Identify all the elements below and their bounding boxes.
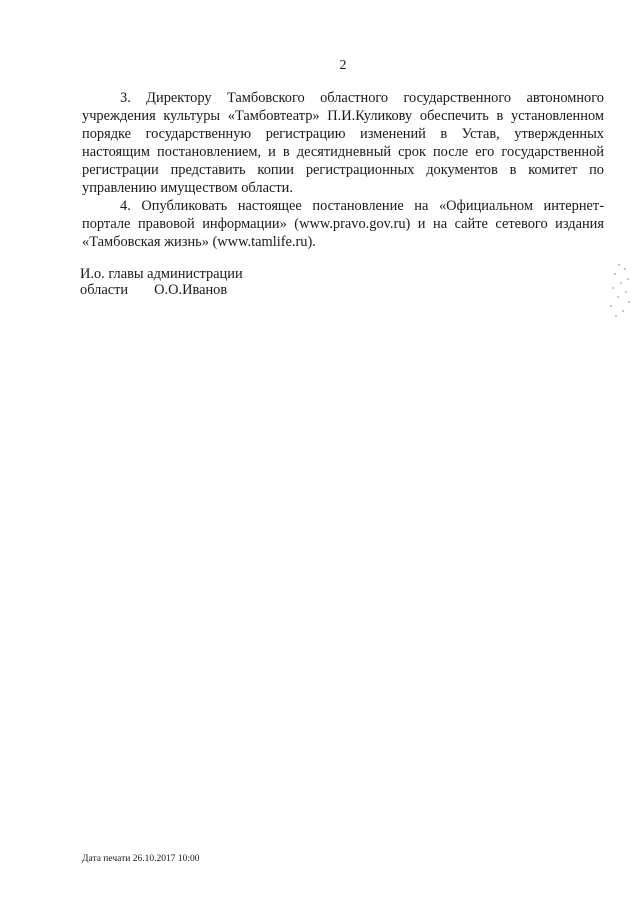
signatory-region: области (80, 282, 129, 298)
scan-artifact (600, 258, 634, 328)
scan-speck (615, 315, 617, 317)
scan-speck (614, 273, 616, 275)
print-date: Дата печати 26.10.2017 10:00 (82, 854, 200, 864)
signatory-name: О.О.Иванов (154, 282, 228, 298)
page-number: 2 (339, 58, 347, 73)
signatory-position: И.о. главы администрации (80, 266, 243, 282)
scan-speck (620, 282, 622, 284)
scan-speck (625, 291, 627, 293)
scan-speck (612, 287, 614, 289)
signatory-line (80, 282, 300, 298)
document-body (82, 89, 604, 251)
scan-speck (627, 278, 629, 280)
scan-speck (617, 296, 619, 298)
scan-speck (624, 268, 626, 270)
scan-speck (628, 301, 630, 303)
paragraph-item-4: 4. Опубликовать настоящее постановление на «Официальном интернет-портале правовой информации» (www.pravo.gov.ru) и на сайте сетевого издания «Тамбовская жизнь» (www.tamlife.ru). (82, 198, 604, 250)
scan-speck (618, 264, 620, 266)
scan-speck (610, 305, 612, 307)
signature-block (80, 266, 300, 298)
paragraph-item-3: 3. Директору Тамбовского областного государственного автономного учреждения культуры «Тамбовтеатр» П.И.Куликову обеспечить в установленном порядке государственную регистрацию изменений в Устав, утвержденных настоящим постановлением, и в десятидневный срок после его государственной регистрации представить копии регистрационных документов в комитет по управлению имуществом области. (82, 90, 604, 196)
scan-speck (622, 310, 624, 312)
